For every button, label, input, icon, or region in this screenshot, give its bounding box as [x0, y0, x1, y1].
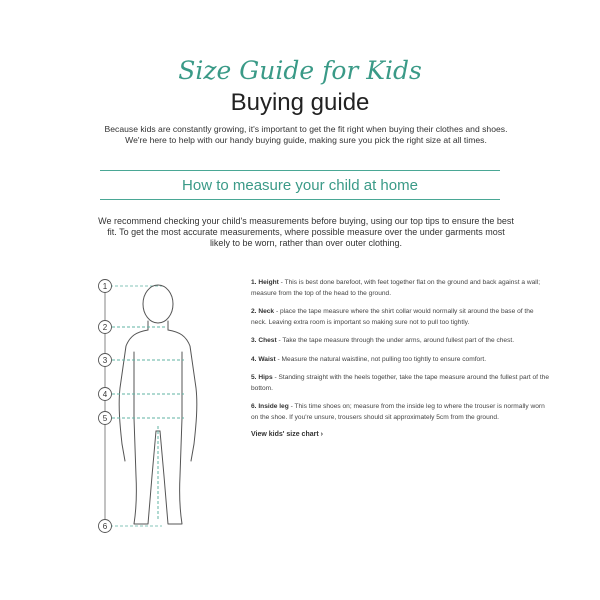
section-divider-top — [100, 170, 500, 171]
step-neck-text: - place the tape measure where the shirt collar would normally sit around the base of the neck. Leaving extra room is important so making sure not to pull too tightly. — [251, 308, 534, 326]
measurement-lines — [112, 327, 184, 521]
marker-4 — [99, 388, 112, 401]
step-inside-leg-text: - This time shoes on; measure from the inside leg to where the trouser is normally worn on the shoe. If you're unsure, trousers should sit approximately 5cm from the ground. — [251, 403, 545, 421]
step-chest — [251, 336, 551, 347]
marker-4-label: 4 — [102, 390, 108, 399]
step-inside-leg-label: 6. Inside leg — [251, 403, 289, 410]
marker-6 — [99, 520, 112, 533]
step-height-text: - This is best done barefoot, with feet together flat on the ground and back against a wall; measure from the top of the head to the ground. — [251, 279, 541, 297]
marker-5-label: 5 — [102, 414, 108, 423]
section-heading: How to measure your child at home — [182, 177, 418, 194]
section-divider-bottom — [100, 199, 500, 200]
intro-paragraph: Because kids are constantly growing, it's important to get the fit right when buying their clothes and shoes. We're here to help with our handy buying guide, making sure you pick the right size at all times. — [104, 124, 508, 145]
step-hips — [251, 373, 551, 394]
marker-5 — [99, 412, 112, 425]
marker-1 — [99, 280, 112, 293]
child-measurement-figure — [92, 276, 242, 536]
marker-6-label: 6 — [102, 522, 108, 531]
marker-2-label: 2 — [102, 323, 108, 332]
marker-1-label: 1 — [102, 282, 108, 291]
measurement-steps — [251, 278, 551, 438]
page-title: Size Guide for Kids — [178, 56, 422, 85]
view-size-chart-link[interactable]: View kids' size chart › — [251, 431, 323, 438]
page-subtitle: Buying guide — [230, 89, 370, 116]
step-waist — [251, 355, 551, 366]
recommend-paragraph: We recommend checking your child's measurements before buying, using our top tips to ensure the best fit. To get the most accurate measurements, where possible measure over the under garments most likely to be worn, rather than over outer clothing. — [98, 216, 514, 248]
marker-2 — [99, 321, 112, 334]
step-waist-text: - Measure the natural waistline, not pulling too tightly to ensure comfort. — [275, 355, 487, 363]
marker-3-label: 3 — [102, 356, 108, 365]
marker-3 — [99, 354, 112, 367]
step-neck — [251, 307, 551, 328]
step-height — [251, 278, 551, 299]
step-hips-label: 5. Hips — [251, 374, 273, 381]
step-waist-label: 4. Waist — [251, 355, 276, 363]
step-inside-leg — [251, 402, 551, 423]
step-chest-label: 3. Chest — [251, 337, 277, 344]
step-chest-text: - Take the tape measure through the under arms, around fullest part of the chest. — [276, 337, 515, 344]
step-height-label: 1. Height — [251, 279, 279, 286]
step-hips-text: - Standing straight with the heels together, take the tape measure around the fullest part of the bottom. — [251, 374, 550, 392]
step-neck-label: 2. Neck — [251, 308, 275, 315]
